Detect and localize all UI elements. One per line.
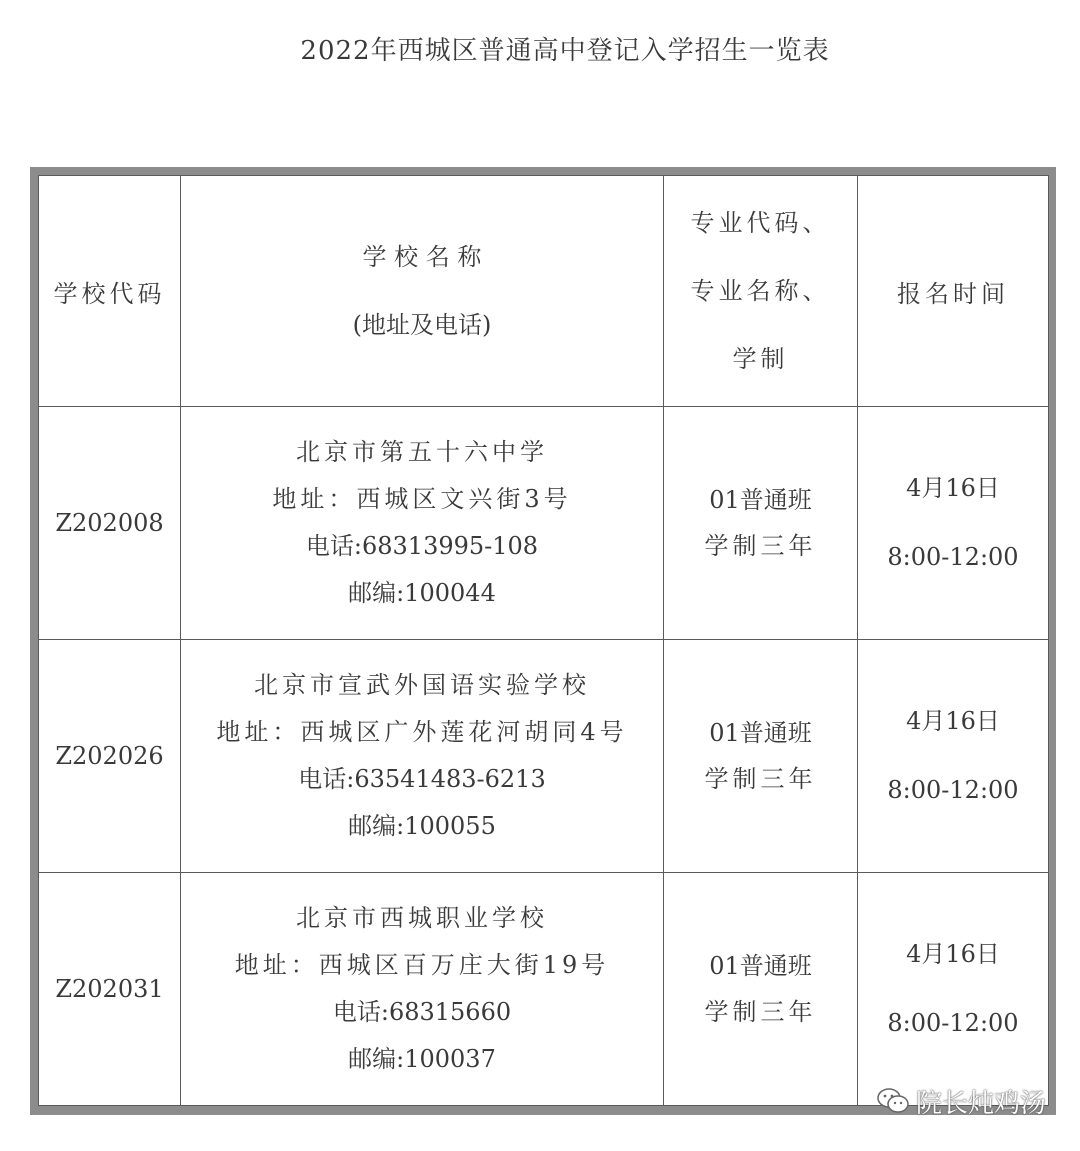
- header-code: [39, 176, 181, 407]
- registration-date: 4月16日: [906, 474, 1000, 502]
- header-school-label: 学 校 名 称: [362, 243, 482, 271]
- cell-code: [39, 407, 181, 640]
- school-address: 地址：西城区广外莲花河胡同4号: [216, 718, 628, 746]
- cell-major: [664, 873, 858, 1106]
- page-title: 2022年西城区普通高中登记入学招生一览表: [300, 36, 830, 66]
- table-row: [39, 640, 1049, 873]
- school-name: 北京市第五十六中学: [296, 438, 548, 466]
- school-phone: 电话:63541483-6213: [298, 765, 546, 793]
- registration-hours: 8:00-12:00: [887, 1009, 1019, 1037]
- registration-hours: 8:00-12:00: [887, 543, 1019, 571]
- cell-time: [858, 640, 1049, 873]
- header-time: [858, 176, 1049, 407]
- watermark-text: 院长炖鸡汤: [915, 1088, 1046, 1119]
- header-major-line1: 专业代码、: [690, 209, 831, 237]
- cell-major: [664, 407, 858, 640]
- header-major-line2: 专业名称、: [690, 277, 831, 305]
- cell-school: [181, 873, 664, 1106]
- school-postcode: 邮编:100055: [348, 812, 496, 840]
- header-major-line3: 学制: [732, 345, 789, 373]
- watermark: [876, 1084, 1046, 1118]
- cell-time: [858, 407, 1049, 640]
- school-postcode: 邮编:100044: [348, 579, 496, 607]
- header-school: [181, 176, 664, 407]
- table-row: [39, 407, 1049, 640]
- cell-school: [181, 640, 664, 873]
- cell-code: [39, 873, 181, 1106]
- school-code: Z202008: [55, 509, 164, 537]
- school-name: 北京市西城职业学校: [296, 904, 548, 932]
- major-name: 01普通班: [709, 719, 812, 747]
- school-phone: 电话:68315660: [332, 998, 512, 1026]
- table-row: [39, 873, 1049, 1106]
- school-postcode: 邮编:100037: [348, 1045, 496, 1073]
- major-name: 01普通班: [709, 486, 812, 514]
- major-duration: 学制三年: [704, 998, 817, 1026]
- school-code: Z202026: [55, 742, 164, 770]
- header-time-label: 报名时间: [897, 279, 1009, 308]
- header-school-sublabel: (地址及电话): [352, 311, 492, 339]
- school-code: Z202031: [55, 975, 164, 1003]
- major-duration: 学制三年: [704, 532, 817, 560]
- cell-school: [181, 407, 664, 640]
- table-header-row: [39, 176, 1049, 407]
- wechat-icon: [876, 1086, 910, 1116]
- school-name: 北京市宣武外国语实验学校: [254, 671, 590, 699]
- school-address: 地址：西城区文兴街3号: [272, 485, 572, 513]
- cell-time: [858, 873, 1049, 1106]
- major-name: 01普通班: [709, 952, 812, 980]
- school-phone: 电话:68313995-108: [305, 532, 539, 560]
- registration-hours: 8:00-12:00: [887, 776, 1019, 804]
- major-duration: 学制三年: [704, 765, 817, 793]
- registration-date: 4月16日: [906, 707, 1000, 735]
- header-code-label: 学校代码: [53, 279, 166, 308]
- cell-code: [39, 640, 181, 873]
- header-major: [664, 176, 858, 407]
- cell-major: [664, 640, 858, 873]
- registration-date: 4月16日: [906, 940, 1000, 968]
- school-address: 地址：西城区百万庄大街19号: [234, 951, 610, 979]
- enrollment-table: [38, 175, 1049, 1106]
